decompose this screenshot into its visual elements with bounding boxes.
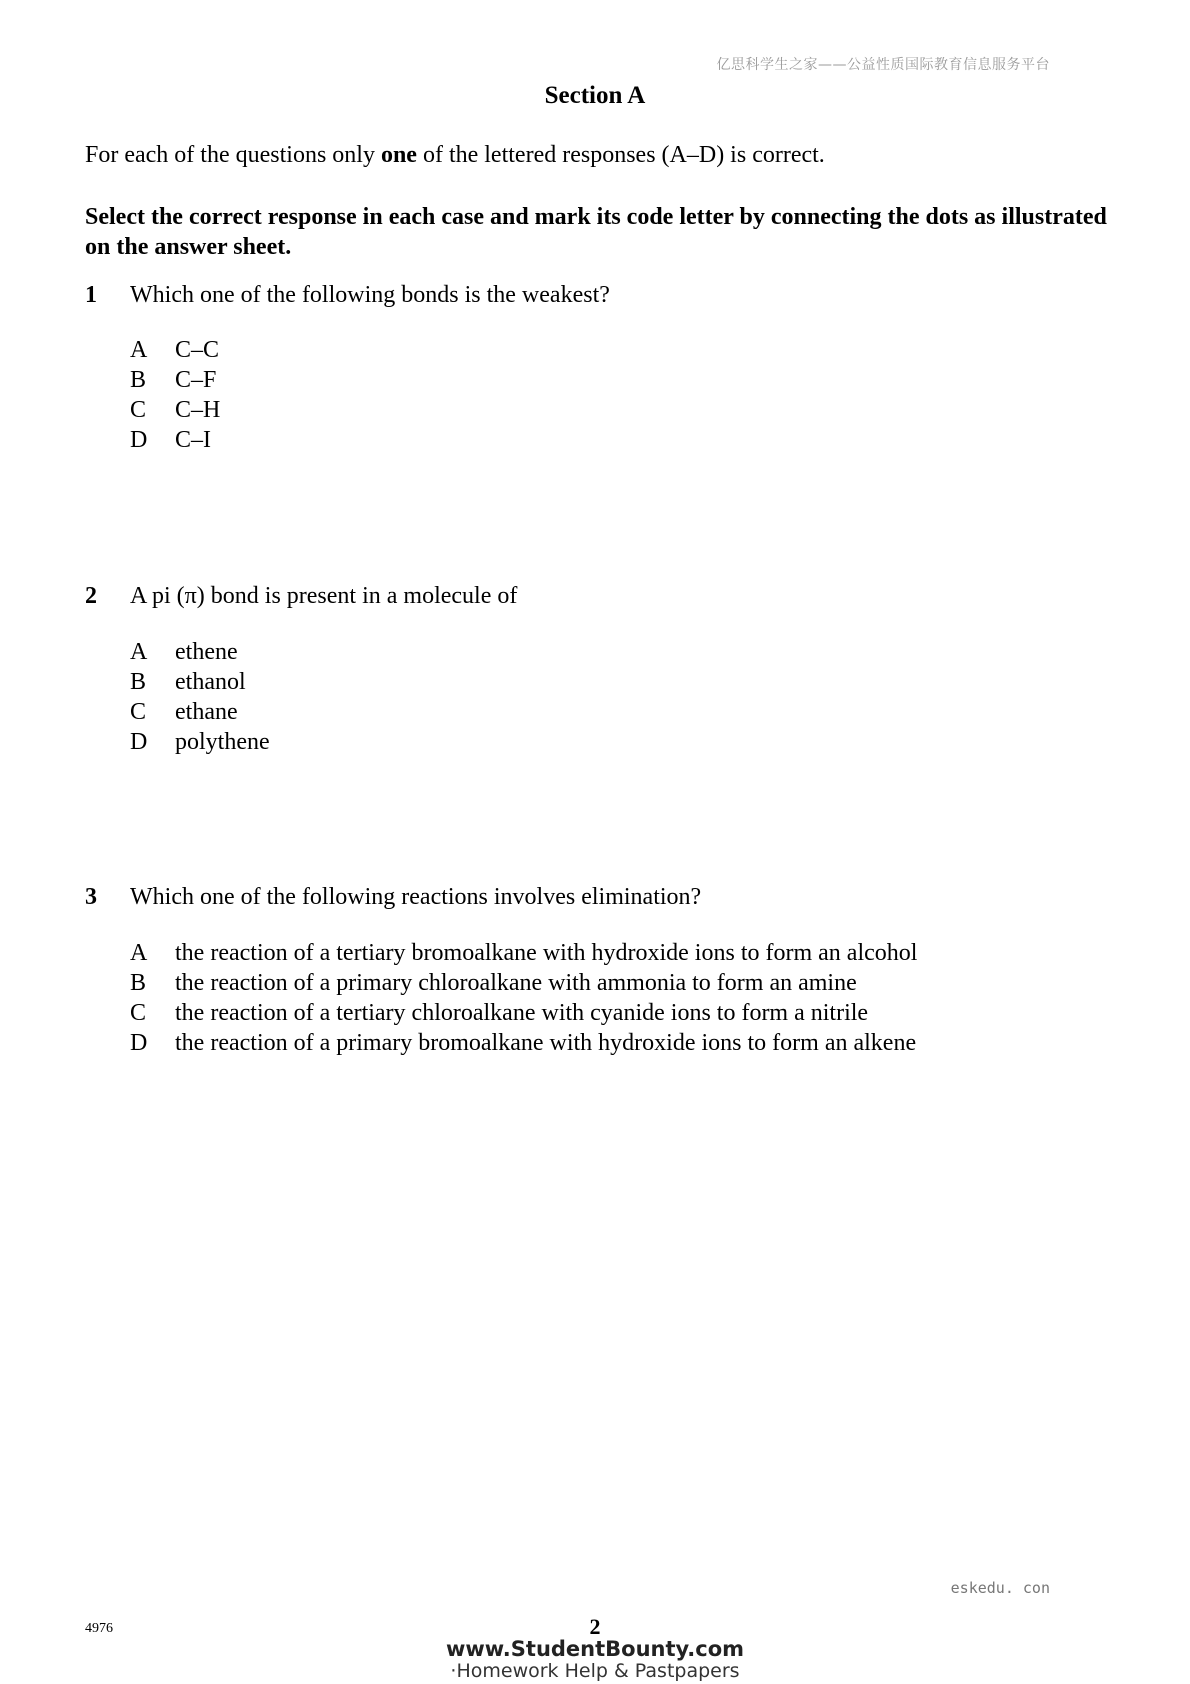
intro-text xyxy=(85,142,825,169)
section-title: Section A xyxy=(544,82,646,109)
option-letter: C xyxy=(130,699,147,725)
intro-before: For each of the questions only xyxy=(85,142,381,168)
question-number: 2 xyxy=(85,583,97,609)
option-letter: A xyxy=(130,639,148,665)
question-number: 3 xyxy=(85,884,97,910)
option-text: C–H xyxy=(175,397,221,423)
option-text: the reaction of a tertiary chloroalkane with cyanide ions to form a nitrile xyxy=(175,1000,869,1026)
option-letter: A xyxy=(130,337,148,363)
option-text: ethanol xyxy=(175,669,246,695)
option-letter: B xyxy=(130,970,147,996)
question-text: Which one of the following bonds is the weakest? xyxy=(130,282,610,308)
question-text: A pi (π) bond is present in a molecule of xyxy=(130,583,518,609)
page-number: 2 xyxy=(589,1614,601,1639)
option-text: C–I xyxy=(175,427,211,453)
option-row xyxy=(130,397,1130,427)
header-watermark: 亿思科学生之家——公益性质国际教育信息服务平台 xyxy=(716,57,1050,73)
option-letter: A xyxy=(130,940,148,966)
option-row xyxy=(130,639,1130,669)
option-row xyxy=(130,669,1130,699)
option-row xyxy=(130,427,1130,457)
logo-line2: ·Homework Help & Pastpapers xyxy=(450,1660,740,1682)
option-letter: B xyxy=(130,669,147,695)
option-text: the reaction of a primary bromoalkane with hydroxide ions to form an alkene xyxy=(175,1030,917,1056)
option-letter: D xyxy=(130,1030,148,1056)
option-row xyxy=(130,367,1130,397)
option-row xyxy=(130,940,1130,970)
option-text: ethane xyxy=(175,699,238,725)
option-row xyxy=(130,1030,1130,1060)
option-letter: B xyxy=(130,367,147,393)
option-row xyxy=(130,699,1130,729)
site-watermark: eskedu. con xyxy=(950,1579,1050,1597)
option-text: C–C xyxy=(175,337,220,363)
option-row xyxy=(130,729,1130,759)
paper-code: 4976 xyxy=(85,1621,113,1636)
option-row xyxy=(130,1000,1130,1030)
option-letter: C xyxy=(130,1000,147,1026)
option-text: the reaction of a primary chloroalkane with ammonia to form an amine xyxy=(175,970,857,996)
option-letter: D xyxy=(130,729,148,755)
intro-after: of the lettered responses (A–D) is correct. xyxy=(416,142,825,168)
option-text: the reaction of a tertiary bromoalkane with hydroxide ions to form an alcohol xyxy=(175,940,918,966)
option-letter: C xyxy=(130,397,147,423)
logo-line1: www.StudentBounty.com xyxy=(445,1637,745,1661)
option-text: polythene xyxy=(175,729,270,755)
option-letter: D xyxy=(130,427,148,453)
footer-logo xyxy=(0,1638,1190,1682)
intro-bold: one xyxy=(380,142,417,168)
option-row xyxy=(130,337,1130,367)
question-number: 1 xyxy=(85,282,97,308)
option-row xyxy=(130,970,1130,1000)
option-text: ethene xyxy=(175,639,238,665)
instruction-text: Select the correct response in each case and mark its code letter by connecting the dots as illustrated on the answer sheet. xyxy=(85,204,1107,260)
question-text: Which one of the following reactions involves elimination? xyxy=(130,884,702,910)
option-text: C–F xyxy=(175,367,217,393)
